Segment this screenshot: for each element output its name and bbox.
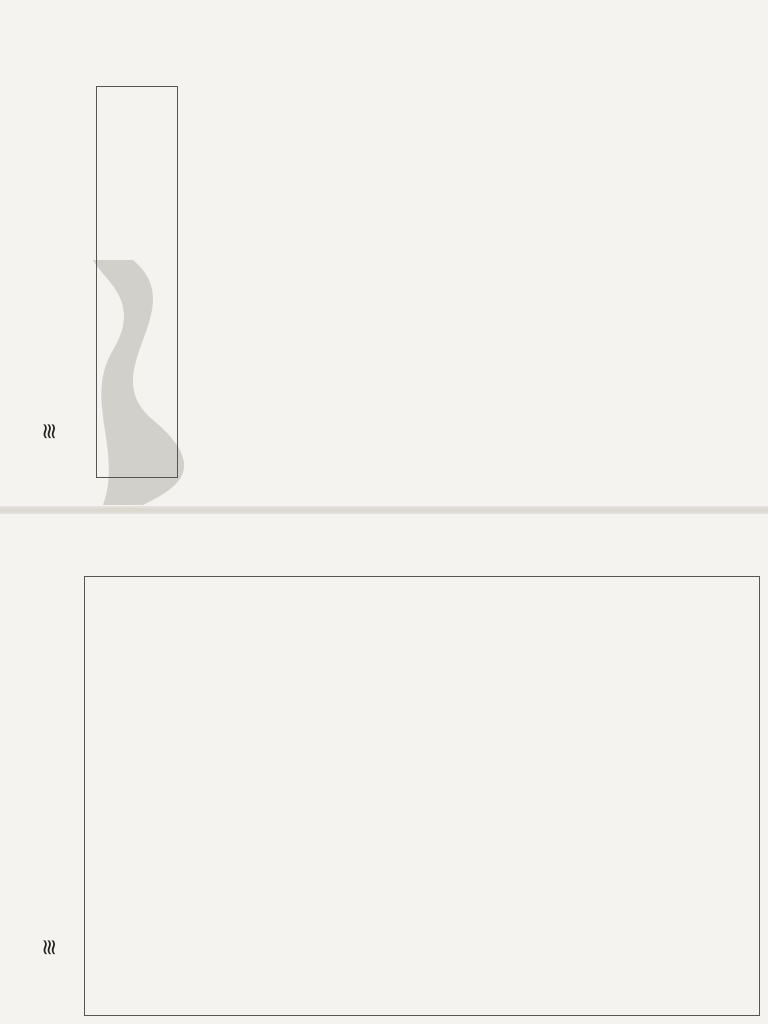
page-left	[0, 0, 768, 508]
logo-icon: ≋	[37, 422, 62, 441]
page-right	[0, 516, 768, 1024]
university-logo-right	[38, 908, 60, 956]
page-fold	[0, 506, 768, 514]
contenidos-box	[84, 576, 760, 1016]
university-logo	[38, 392, 60, 440]
perfil-text	[96, 86, 178, 478]
logo-icon-right: ≋	[37, 938, 62, 957]
